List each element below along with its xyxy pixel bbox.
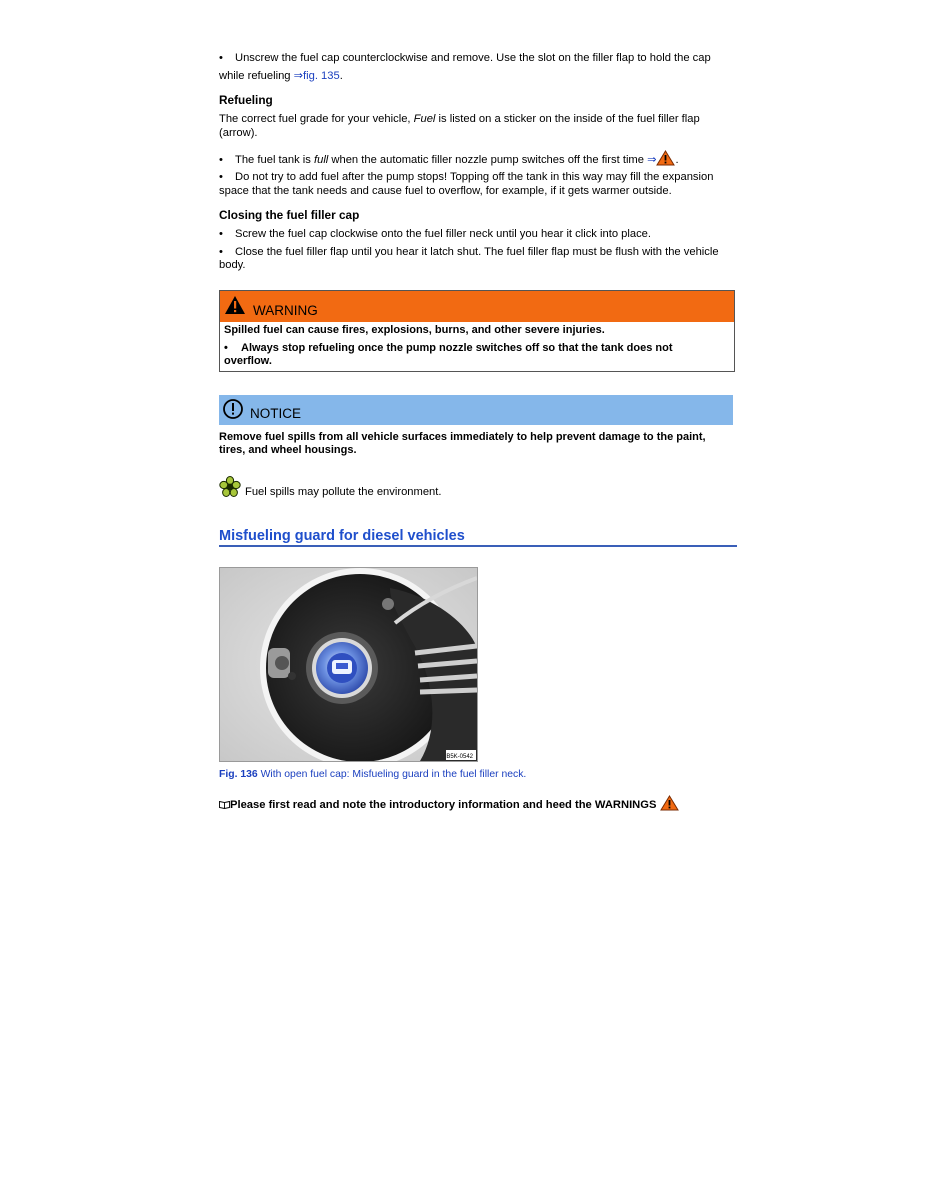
intro-bullet-cont: while refueling ⇒fig. 135. bbox=[219, 69, 343, 82]
closing-bullet-2: • Close the fuel filler flap until you hear it latch shut. The fuel filler flap must be flush with the vehicle bbox=[219, 245, 719, 258]
closing-bullet-2-cont: body. bbox=[219, 259, 246, 272]
refueling-heading: Refueling bbox=[219, 93, 273, 108]
bullet-dot: • bbox=[224, 341, 228, 354]
warning-header bbox=[220, 291, 734, 322]
bullet-dot: • bbox=[219, 52, 223, 64]
environment-text: Fuel spills may pollute the environment. bbox=[245, 485, 442, 498]
notice-line: Remove fuel spills from all vehicle surfaces immediately to help prevent damage to the paint, bbox=[219, 430, 706, 443]
fuel-filler-photo bbox=[220, 568, 477, 761]
intro-bullet bbox=[219, 52, 737, 66]
refueling-para: The correct fuel grade for your vehicle, Fuel is listed on a sticker on the inside of the fuel filler flap bbox=[219, 113, 700, 126]
refueling-bullet-2: • Do not try to add fuel after the pump stops! Topping off the tank in this way may fill the expansion bbox=[219, 170, 714, 183]
environment-note bbox=[219, 476, 737, 500]
bullet-dot: • bbox=[219, 154, 223, 167]
environment-flower-icon bbox=[219, 476, 241, 498]
bullet-dot: • bbox=[219, 245, 223, 258]
warning-title: WARNING bbox=[253, 302, 318, 318]
intro-bullet-text: Unscrew the fuel cap counterclockwise and remove. Use the slot on the filler flap to hold the cap bbox=[235, 52, 711, 64]
notice-header bbox=[219, 395, 733, 425]
closing-bullet-1: • Screw the fuel cap clockwise onto the fuel filler neck until you hear it click into place. bbox=[219, 228, 652, 241]
notice-line-2: tires, and wheel housings. bbox=[219, 444, 357, 457]
bullet-dot: • bbox=[219, 228, 223, 241]
notice-title: NOTICE bbox=[250, 405, 302, 421]
warning-triangle-icon bbox=[224, 295, 246, 315]
warning-ref-link[interactable]: ⇒ bbox=[647, 154, 675, 166]
warning-bullet: • Always stop refueling once the pump nozzle switches off so that the tank does not bbox=[224, 341, 673, 354]
warning-box bbox=[219, 290, 735, 372]
warning-triangle-icon bbox=[656, 150, 675, 166]
warning-triangle-icon[interactable] bbox=[660, 795, 679, 811]
intro-info-note: Please first read and note the introductory information and heed the WARNINGS bbox=[219, 795, 737, 813]
closing-heading: Closing the fuel filler cap bbox=[219, 208, 360, 223]
page-content bbox=[219, 50, 737, 812]
refueling-bullet-2-cont: space that the tank needs and cause fuel to overflow, for example, if it gets warmer outside. bbox=[219, 184, 672, 197]
figure-image bbox=[219, 567, 478, 762]
notice-body bbox=[219, 431, 737, 458]
intro-bullet-text-2: while refueling bbox=[219, 69, 291, 82]
section-title: Misfueling guard for diesel vehicles bbox=[219, 528, 737, 547]
bullet-dot: • bbox=[219, 170, 223, 183]
refueling-para-cont: (arrow). bbox=[219, 126, 258, 139]
figure-caption: Fig. 136 With open fuel cap: Misfueling guard in the fuel filler neck. bbox=[219, 768, 527, 780]
warning-line: Spilled fuel can cause fires, explosions, burns, and other severe injuries. bbox=[224, 323, 605, 336]
warning-bullet-cont: overflow. bbox=[224, 355, 272, 368]
fig-135-link[interactable]: ⇒fig. 135 bbox=[293, 69, 340, 82]
notice-exclamation-icon bbox=[222, 398, 244, 420]
book-icon bbox=[219, 800, 230, 809]
warning-body bbox=[220, 322, 734, 371]
refueling-bullet-1: • The fuel tank is full when the automatic filler nozzle pump switches off the first time ⇒ . bbox=[219, 150, 737, 168]
figure-code: B5K-0542 bbox=[446, 753, 473, 760]
